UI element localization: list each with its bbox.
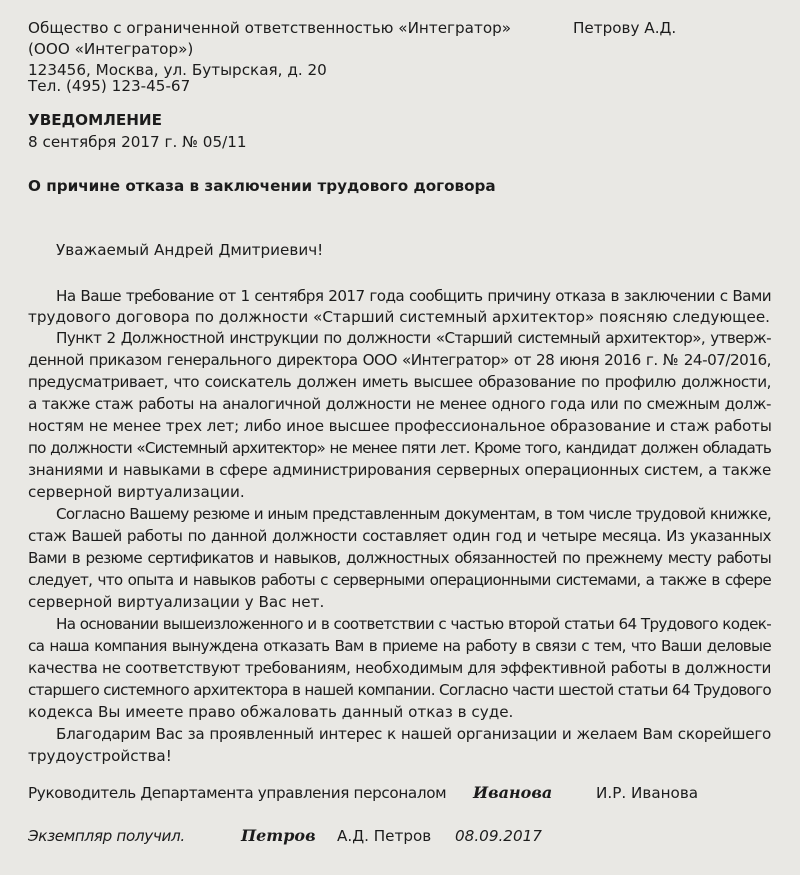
- body-line: следует, что опыта и навыков работы с серверными операционными системами, а также в сфере: [28, 571, 771, 589]
- document-date-number: 8 сентября 2017 г. № 05/11: [28, 133, 247, 151]
- receipt-date: 08.09.2017: [455, 827, 542, 845]
- body-line: ностям не менее трех лет; либо иное высшее профессиональное образование и стаж работы: [28, 417, 772, 435]
- body-line: знаниями и навыками в сфере администрирования серверных операционных систем, а также: [28, 461, 771, 479]
- org-name: Общество с ограниченной ответственностью «Интегратор»: [28, 19, 512, 37]
- body-line: На Ваше требование от 1 сентября 2017 года сообщить причину отказа в заключении с Вами: [56, 287, 771, 305]
- body-line: кодекса Вы имеете право обжаловать данный отказ в суде.: [28, 703, 514, 721]
- document-type: УВЕДОМЛЕНИЕ: [28, 111, 162, 129]
- body-line: старшего системного архитектора в нашей компании. Согласно части шестой статьи 64 Трудового: [28, 681, 771, 699]
- signatory-name: И.Р. Иванова: [596, 784, 699, 802]
- recipient-name: А.Д. Петров: [337, 827, 432, 845]
- body-line: предусматривает, что соискатель должен иметь высшее образование по профилю должности,: [28, 373, 771, 391]
- body-line: са наша компания вынуждена отказать Вам в приеме на работу в связи с тем, что Ваши деловые: [28, 637, 771, 655]
- body-line: стаж Вашей работы по данной должности составляет один год и четыре месяца. Из указанных: [28, 527, 771, 545]
- body-line: а также стаж работы на аналогичной должности не менее одного года или по смежным долж-: [28, 395, 771, 413]
- body-line: трудоустройства!: [28, 747, 172, 765]
- body-line: Вами в резюме сертификатов и навыков, должностных обязанностей по прежнему месту работы: [28, 549, 771, 567]
- body-line: денной приказом генерального директора ООО «Интегратор» от 28 июня 2016 г. № 24-07/2016,: [28, 351, 771, 369]
- org-address: 123456, Москва, ул. Бутырская, д. 20: [28, 61, 327, 79]
- org-short-name: (ООО «Интегратор»): [28, 40, 194, 58]
- body-line: качества не соответствуют требованиям, необходимым для эффективной работы в должности: [28, 659, 771, 677]
- body-line: трудового договора по должности «Старший системный архитектор» поясняю следующее.: [28, 308, 770, 326]
- signatory-position: Руководитель Департамента управления персоналом: [28, 784, 447, 802]
- body-line: Пункт 2 Должностной инструкции по должности «Старший системный архитектор», утверж-: [56, 329, 771, 347]
- body-line: Благодарим Вас за проявленный интерес к нашей организации и желаем Вам скорейшего: [56, 725, 771, 743]
- body-line: серверной виртуализации.: [28, 483, 245, 501]
- body-line: На основании вышеизложенного и в соответствии с частью второй статьи 64 Трудового кодек-: [56, 615, 771, 633]
- handwritten-signature-petrov: Петров: [241, 826, 316, 845]
- salutation: Уважаемый Андрей Дмитриевич!: [56, 241, 324, 259]
- body-line: серверной виртуализации у Вас нет.: [28, 593, 325, 611]
- addressee: Петрову А.Д.: [573, 19, 677, 37]
- handwritten-signature-ivanova: Иванова: [473, 783, 553, 802]
- body-line: по должности «Системный архитектор» не менее пяти лет. Кроме того, кандидат должен обладать: [28, 439, 771, 457]
- receipt-label: Экземпляр получил.: [28, 827, 185, 845]
- body-line: Согласно Вашему резюме и иным представленным документам, в том числе трудовой книжке,: [56, 505, 771, 523]
- org-phone: Тел. (495) 123-45-67: [28, 77, 191, 95]
- document-subject: О причине отказа в заключении трудового договора: [28, 177, 496, 195]
